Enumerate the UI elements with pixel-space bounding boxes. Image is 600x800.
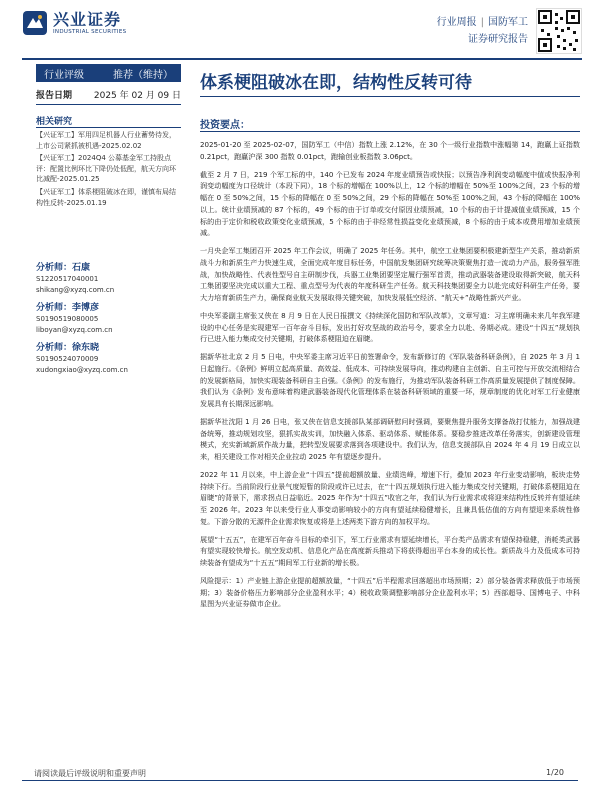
body-paragraph: 一月央企军工集团召开 2025 年工作会议，明确了 2025 年任务。其中，航空工业集团要积极建新型生产关系，推动新质战斗力和新质生产力快速生成，全面完成年度目标任务，中国航发集团研究统筹决策聚焦打造一流动力产品，服务强军胜战，加快战略性、代表性型号自主研制步伐，兵器工业集团要坚定履行强军首责，推动武器装备建设取得新突破，航天科工集团要坚决完成以重大工程、重点型号为代表的年度科研生产任务。航天科技集团要全力以赴完成好科研生产任务，要大力培育新质生产力，确保商业航天发展取得关键突破，加快发展低空经济、“航天+”战略性新兴产业。 bbox=[200, 246, 580, 302]
divider bbox=[36, 127, 181, 128]
divider bbox=[36, 104, 181, 105]
body-paragraph: 2022 年 11 月以来，中上游企业“十四五”提前超额放量、业绩迭峰，增速下行，叠加 2023 年行业变动影响，板块走势持续下行。当前阶段行业景气度短暂的阶段或许已过去，在“十四五规划执行进入能力集成交付关键期，打破体系梗阻迫在眉睫”的背景下，需求拐点日益临近。2025 年作为“十四五”收官之年，我们认为行业需求或将迎来结构性反转并有望延续至 2026 年。2023 年以来受行业人事变动影响较小的方向有望延续稳健增长，且兼具低估值的方向有望迎来系统性修复。下游分散的无源件企业需求恢复或将是上述两类下游方向的加权平均。 bbox=[200, 469, 580, 526]
qr-code-icon bbox=[536, 8, 582, 54]
page-number: 1/20 bbox=[546, 768, 564, 777]
report-date-value: 2025 年 02 月 09 日 bbox=[93, 91, 181, 101]
report-date-label: 报告日期 bbox=[36, 91, 73, 101]
footer-disclaimer[interactable]: 请阅读最后评级说明和重要声明 bbox=[34, 769, 146, 778]
analyst-block bbox=[36, 262, 181, 296]
risk-warning: 风险提示：1）产业链上游企业提前超额放量，“十四五”后半程需求回落超出市场预期；2）部分装备需求释放低于市场预期；3）装备价格压力影响部分企业盈利水平；4）税收政策调整影响部分企业盈利水平；5）西部超导、国博电子、中科星图为兴业证券做市企业。 bbox=[200, 575, 580, 609]
company-logo bbox=[22, 10, 126, 36]
rating-label: 行业评级 bbox=[44, 69, 84, 81]
related-research-item[interactable]: 【兴证军工】2024Q4 公募基金军工持股点评：配置比例环比下降仍处低配，航天方向环比减配-2025.01.25 bbox=[36, 154, 176, 184]
report-body bbox=[200, 139, 580, 616]
rating-value: 推荐（维持） bbox=[113, 69, 173, 81]
analyst-email[interactable]: shikang@xyzq.com.cn bbox=[36, 286, 115, 294]
logo-text-cn: 兴业证券 bbox=[53, 9, 122, 29]
report-sector: 国防军工 bbox=[488, 17, 528, 28]
header-separator: | bbox=[480, 17, 484, 28]
analyst-name: 分析师：李博彦 bbox=[36, 303, 100, 313]
analyst-name: 分析师：石康 bbox=[36, 263, 91, 273]
logo-text-en: INDUSTRIAL SECURITIES bbox=[53, 28, 127, 35]
body-paragraph: 展望“十五五”，在建军百年奋斗目标的牵引下，军工行业需求有望延续增长，平台类产品需求有望保持稳健，消耗类武器有望实现较快增长。航空发动机、信息化产品在高度新兵推动下将获得超出平台本身的成长性。新质战斗力及低成本可持续装备有望成为“十五五”期间军工行业新的增长极。 bbox=[200, 534, 580, 567]
industry-rating bbox=[36, 64, 181, 82]
footer-rule bbox=[22, 780, 578, 781]
related-research-item[interactable]: 【兴证军工】体系梗阻破冰在即，谨慎布局结构性反转-2025.01.19 bbox=[36, 187, 176, 207]
section-title: 投资要点： bbox=[200, 120, 250, 131]
report-date bbox=[36, 88, 181, 101]
report-type: 行业周报 bbox=[436, 17, 477, 28]
report-title: 体系梗阻破冰在即，结构性反转可待 bbox=[200, 73, 472, 93]
header-rule bbox=[22, 58, 582, 60]
analyst-cert: S0190524070009 bbox=[36, 355, 99, 363]
logo-mark-icon bbox=[22, 10, 48, 36]
related-research-title: 相关研究 bbox=[36, 117, 73, 127]
body-paragraph: 2025-01-20 至 2025-02-07，国防军工（中信）指数上涨 2.12%，在 30 个一级行业指数中涨幅第 14，跑赢上证指数 0.21pct，跑赢沪深 300 指数 0.01pct，跑输创业板指数 3.06pct。 bbox=[200, 140, 580, 161]
analyst-block bbox=[36, 302, 181, 336]
divider bbox=[200, 96, 580, 97]
analyst-email[interactable]: liboyan@xyzq.com.cn bbox=[36, 326, 113, 334]
analyst-name: 分析师：徐东晓 bbox=[36, 343, 100, 353]
analyst-cert: S1220517040001 bbox=[36, 275, 99, 283]
divider bbox=[200, 131, 580, 132]
analyst-email[interactable]: xudongxiao@xyzq.com.cn bbox=[36, 366, 128, 374]
report-subtitle: 证券研究报告 bbox=[468, 34, 528, 45]
body-paragraph: 据新华社沈阳 1 月 26 日电，张又侠在信息支援部队某部调研慰问时强调，要聚焦提升服务支撑备战打仗能力，加强战建备统筹，推动规划攻坚，狠抓实战实训，加快融入体系、驱动体系、赋能体系。要稳步推进改革任务落实，创新建设管理模式，充实新域新质作战力量，把转型发展要求落到各项建设中。我们认为，信息支援部队自 2024 年 4 月 19 日成立以来，相关建设工作对相关企业拉动 2025 年有望逐步提升。 bbox=[200, 416, 580, 461]
related-research-list bbox=[36, 130, 181, 210]
header-info bbox=[437, 16, 528, 47]
body-paragraph: 中央军委副主席张又侠在 8 月 9 日在人民日报撰文《持续深化国防和军队改革》，文章写道：习主席明确未来几年我军建设的中心任务是实现建军一百年奋斗目标，发出打好攻坚战的政治号令，要求全力以赴、务期必成。建设“十四五”规划执行已进入能力集成交付关键期，打破体系梗阻迫在眉睫。 bbox=[200, 310, 580, 344]
body-paragraph: 截至 2 月 7 日，219 个军工标的中，140 个已发布 2024 年度业绩预告或快报；以预告净利润变动幅度中值或快报净利润变动幅度为口径统计（本段下同），18 个标的增幅在 100%以上，12 个标的增幅在 50%至 100%之间，23 个标的增幅在 0 至 50%之间，15 个标的降幅在 0 至 50%之间，29 个标的降幅在 50%至 100%之间，43 个标的降幅在 100%以上。统计业绩预减的 87 个标的，49 个标的由于订单或交付原因业绩预减，10 个标的由于计提减值业绩预减，15 个标的由于定价和税收政策变化业绩预减，5 个标的由于非经常性损益变化业绩预减，8 个标的由于成本或费用增加业绩预减。 bbox=[200, 169, 580, 238]
body-paragraph: 据新华社北京 2 月 5 日电，中央军委主席习近平日前签署命令，发布新修订的《军队装备科研条例》，自 2025 年 3 月 1 日起施行。《条例》鲜明立起高质量、高效益、低成本、可持续发展导向，推动构建自主创新、自主可控与开放交流相结合的发展新格局，加快实现装备科研自主自强。《条例》的发布施行，为推动军队装备科研工作高质量发展提供了制度保障。我们认为《条例》发布意味着构建武器装备现代化管理体系在装备科研领域的重要一环，规章制度的优化对军工行业健康发展具有长期深远影响。 bbox=[200, 352, 580, 408]
analyst-block bbox=[36, 342, 181, 376]
related-research-item[interactable]: 【兴证军工】军用四足机器人行业蓄势待发，上市公司紧抓被机遇-2025.02.02 bbox=[36, 131, 176, 150]
analyst-cert: S0190519080005 bbox=[36, 315, 99, 323]
